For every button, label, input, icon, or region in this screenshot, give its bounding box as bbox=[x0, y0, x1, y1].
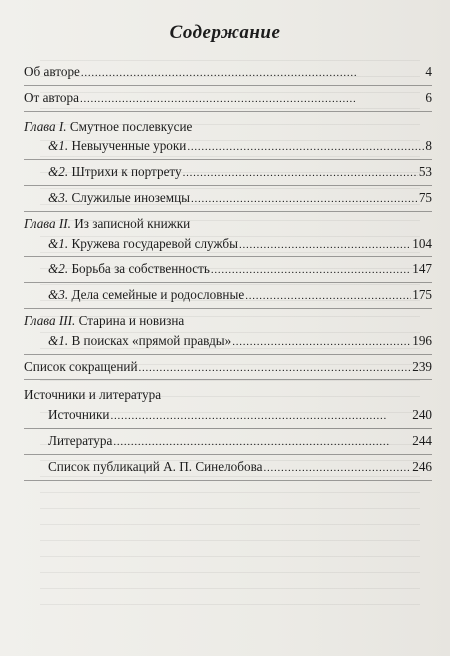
separator bbox=[24, 379, 432, 380]
toc-entry-label: От автора bbox=[24, 89, 79, 105]
section-page: 104 bbox=[412, 235, 432, 251]
separator bbox=[24, 211, 432, 212]
dot-leader bbox=[245, 285, 411, 307]
section-label: Служилые иноземцы bbox=[71, 189, 191, 205]
page-title: Содержание bbox=[169, 22, 281, 43]
toc-item bbox=[24, 431, 432, 453]
toc-item bbox=[24, 136, 432, 158]
dot-leader bbox=[183, 162, 418, 184]
toc-entry-from-author bbox=[24, 88, 432, 110]
toc-item bbox=[24, 188, 432, 210]
dot-leader bbox=[139, 357, 412, 379]
chapter-title: Из записной книжки bbox=[74, 215, 191, 231]
section-prefix: &3. bbox=[48, 189, 69, 205]
chapter-title: Старина и новизна bbox=[78, 312, 185, 328]
chapter-2-heading bbox=[24, 214, 432, 234]
section-prefix: &2. bbox=[48, 261, 69, 277]
separator bbox=[24, 256, 432, 257]
section-prefix: &1. bbox=[48, 332, 69, 348]
dot-leader bbox=[113, 431, 411, 453]
toc-entry-abbreviations bbox=[24, 357, 432, 379]
chapter-prefix: Глава II. bbox=[24, 215, 71, 231]
dot-leader bbox=[239, 234, 411, 256]
section-prefix: &1. bbox=[48, 235, 69, 251]
separator bbox=[24, 111, 432, 112]
dot-leader bbox=[211, 259, 411, 281]
chapter-1-heading bbox=[24, 117, 432, 137]
toc-item bbox=[24, 162, 432, 184]
dot-leader bbox=[191, 188, 418, 210]
chapter-title: Смутное послевкусие bbox=[69, 118, 193, 134]
dot-leader bbox=[81, 62, 424, 84]
toc-item bbox=[24, 259, 432, 281]
dot-leader bbox=[263, 457, 411, 479]
toc-entry-label: Список сокращений bbox=[24, 358, 138, 374]
chapter-prefix: Глава I. bbox=[24, 118, 67, 134]
section-page: 53 bbox=[418, 164, 432, 180]
toc-entry-label: Об авторе bbox=[24, 64, 80, 79]
separator bbox=[24, 308, 432, 309]
section-label: Дела семейные и родословные bbox=[71, 287, 245, 303]
section-label: Источники bbox=[48, 407, 110, 423]
section-label: В поисках «прямой правды» bbox=[71, 332, 232, 348]
section-label: Невыученные уроки bbox=[71, 138, 187, 154]
separator bbox=[24, 428, 432, 429]
section-prefix: &2. bbox=[48, 164, 69, 180]
section-page: 196 bbox=[412, 332, 432, 348]
chapter-prefix: Глава III. bbox=[24, 312, 76, 328]
separator bbox=[24, 159, 432, 160]
chapter-3-heading bbox=[24, 311, 432, 331]
section-label: Литература bbox=[48, 432, 113, 448]
section-prefix: &3. bbox=[48, 287, 69, 303]
toc-item bbox=[24, 331, 432, 353]
section-label: Борьба за собственность bbox=[71, 261, 210, 277]
section-label: Список публикаций А. П. Синелобова bbox=[48, 458, 263, 474]
sources-heading bbox=[24, 385, 432, 405]
dot-leader bbox=[80, 88, 424, 110]
separator bbox=[24, 282, 432, 283]
toc-item bbox=[24, 405, 432, 427]
dot-leader bbox=[110, 405, 411, 427]
dot-leader bbox=[187, 136, 424, 158]
section-label: Штрихи к портрету bbox=[71, 164, 182, 180]
toc-entry-about-author bbox=[24, 62, 432, 84]
table-of-contents bbox=[24, 62, 432, 483]
section-page: 175 bbox=[412, 287, 432, 303]
section-page: 246 bbox=[412, 458, 432, 474]
section-page: 75 bbox=[418, 189, 432, 205]
section-page: 147 bbox=[412, 261, 432, 277]
section-page: 244 bbox=[412, 432, 432, 448]
toc-entry-page: 6 bbox=[425, 89, 432, 105]
toc-item bbox=[24, 285, 432, 307]
toc-item bbox=[24, 457, 432, 479]
section-prefix: &1. bbox=[48, 138, 69, 154]
toc-entry-page: 239 bbox=[412, 358, 432, 374]
separator bbox=[24, 185, 432, 186]
dot-leader bbox=[232, 331, 411, 353]
toc-entry-page: 4 bbox=[425, 64, 432, 79]
sources-title: Источники и литература bbox=[24, 387, 162, 403]
separator bbox=[24, 354, 432, 355]
section-page: 240 bbox=[412, 407, 432, 423]
separator bbox=[24, 85, 432, 86]
section-label: Кружева государевой службы bbox=[71, 235, 238, 251]
section-page: 8 bbox=[425, 138, 432, 154]
separator bbox=[24, 454, 432, 455]
toc-item bbox=[24, 234, 432, 256]
separator bbox=[24, 480, 432, 481]
